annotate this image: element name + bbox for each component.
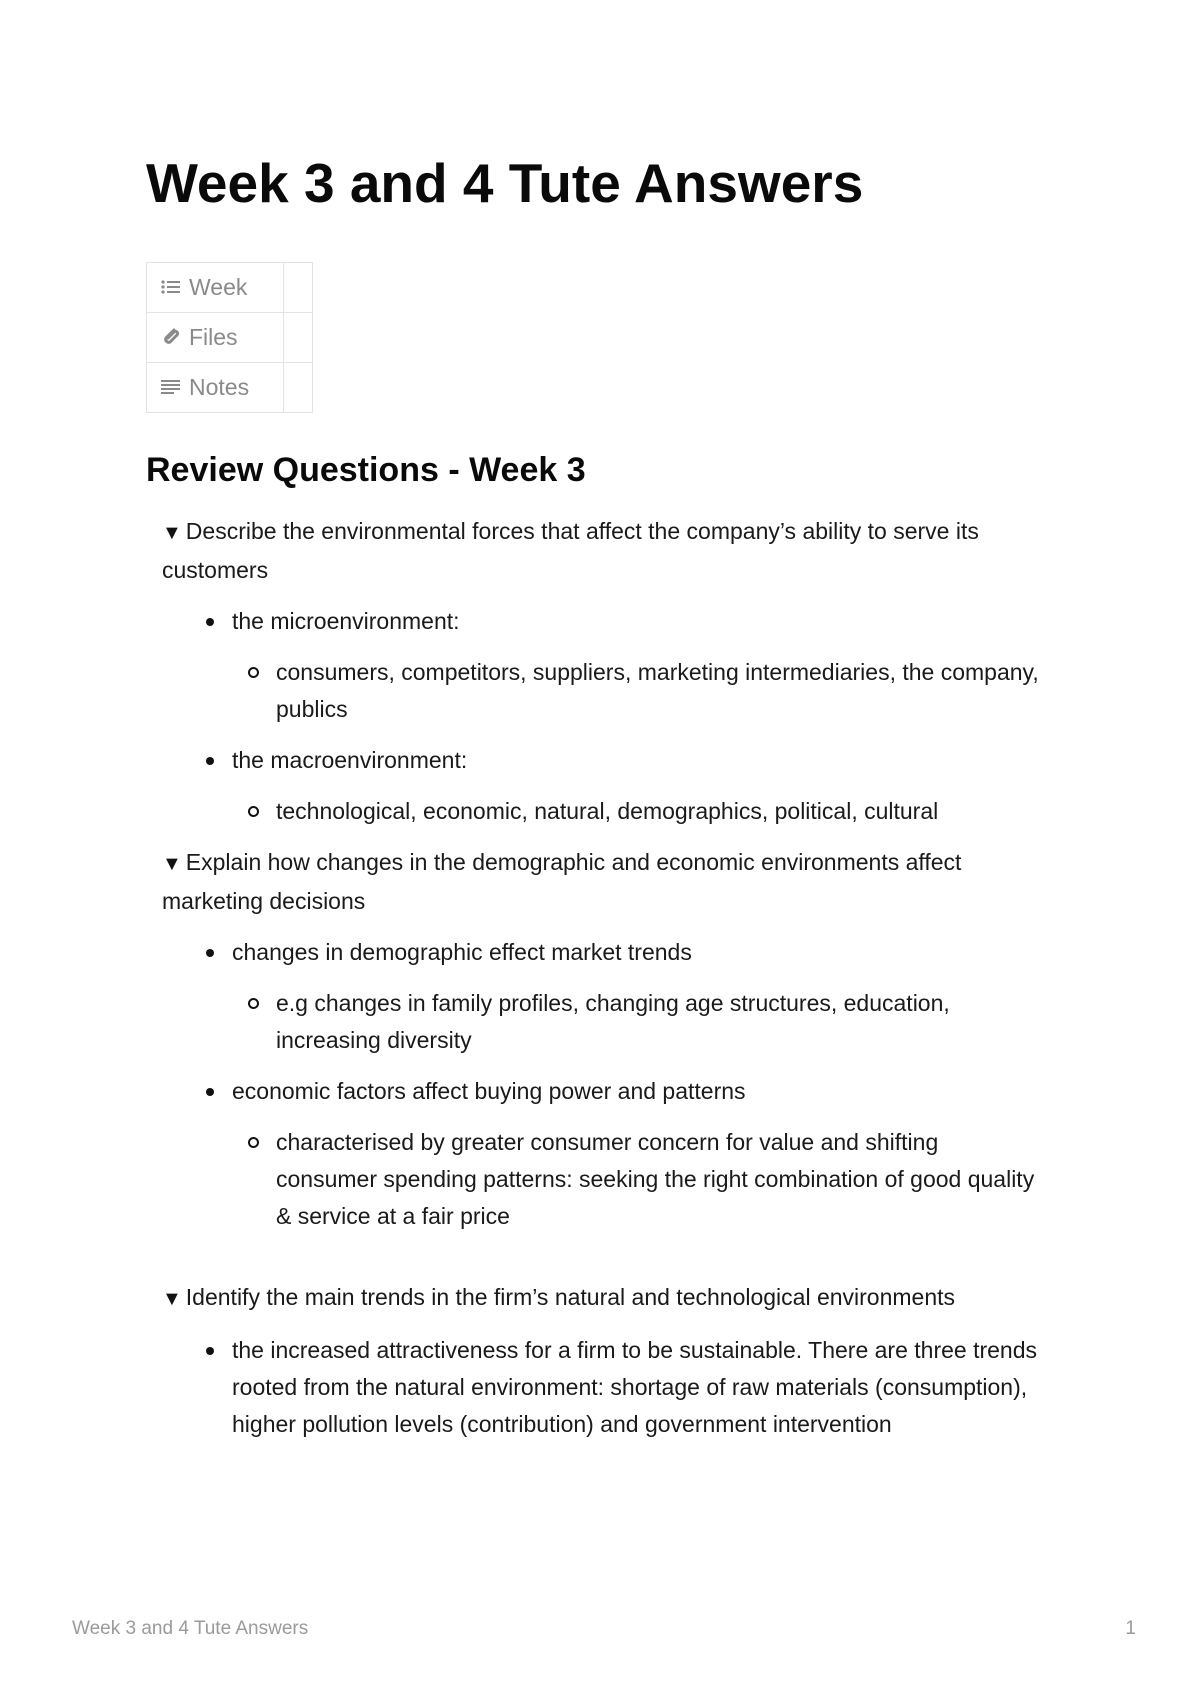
toggle-triangle-icon[interactable]: ▼: [162, 522, 182, 544]
text-lines-icon: [161, 379, 181, 395]
list-item: the macroenvironment: technological, economic, natural, demographics, political, cultural: [232, 742, 1042, 830]
blank-line: [162, 1249, 1042, 1279]
toggle-triangle-icon[interactable]: ▼: [162, 1288, 182, 1310]
list-item: the microenvironment: consumers, competitors, suppliers, marketing intermediaries, the company, publics: [232, 603, 1042, 728]
toggle-triangle-icon[interactable]: ▼: [162, 853, 182, 875]
sub-list-item: technological, economic, natural, demographics, political, cultural: [276, 793, 1042, 830]
toggle-block: [162, 1279, 1042, 1443]
list-icon: [161, 279, 181, 295]
toggle-block: [162, 844, 1042, 1235]
property-label: Notes: [189, 374, 250, 400]
toggle-title: Identify the main trends in the firm’s natural and technological environments: [185, 1284, 956, 1310]
sub-list-item: consumers, competitors, suppliers, marketing intermediaries, the company, publics: [276, 654, 1042, 728]
paperclip-icon: [161, 327, 181, 347]
property-row-files[interactable]: [147, 313, 313, 363]
toggle-title: Describe the environmental forces that affect the company’s ability to serve its customers: [162, 518, 979, 583]
property-value[interactable]: [284, 363, 313, 413]
property-value[interactable]: [284, 263, 313, 313]
property-label: Week: [189, 274, 248, 300]
list-item: changes in demographic effect market trends e.g changes in family profiles, changing age structures, education, increasing diversity: [232, 934, 1042, 1059]
list-item: the increased attractiveness for a firm to be sustainable. There are three trends rooted from the natural environment: shortage of raw materials (consumption), higher pollution levels (contribution) and government intervention: [232, 1332, 1042, 1443]
toggle-header[interactable]: [162, 844, 1042, 920]
toggle-block: [162, 513, 1042, 830]
properties-table: [146, 262, 313, 413]
section-heading: Review Questions - Week 3: [146, 451, 586, 489]
footer-title: Week 3 and 4 Tute Answers: [72, 1618, 309, 1639]
page-number: 1: [1125, 1618, 1136, 1639]
document-body: [162, 513, 1042, 1457]
page-title: Week 3 and 4 Tute Answers: [146, 152, 864, 214]
sub-list-item: characterised by greater consumer concern for value and shifting consumer spending patterns: seeking the right combination of good quality & service at a fair price: [276, 1124, 1042, 1235]
toggle-title: Explain how changes in the demographic and economic environments affect marketing decisions: [162, 849, 962, 914]
toggle-header[interactable]: [162, 1279, 1042, 1318]
property-label: Files: [189, 324, 238, 350]
property-value[interactable]: [284, 313, 313, 363]
sub-list-item: e.g changes in family profiles, changing age structures, education, increasing diversity: [276, 985, 1042, 1059]
toggle-header[interactable]: [162, 513, 1042, 589]
property-row-notes[interactable]: [147, 363, 313, 413]
list-item: economic factors affect buying power and patterns characterised by greater consumer concern for value and shifting consumer spending patterns: seeking the right combination of good quality & service at a fair price: [232, 1073, 1042, 1235]
property-row-week[interactable]: [147, 263, 313, 313]
